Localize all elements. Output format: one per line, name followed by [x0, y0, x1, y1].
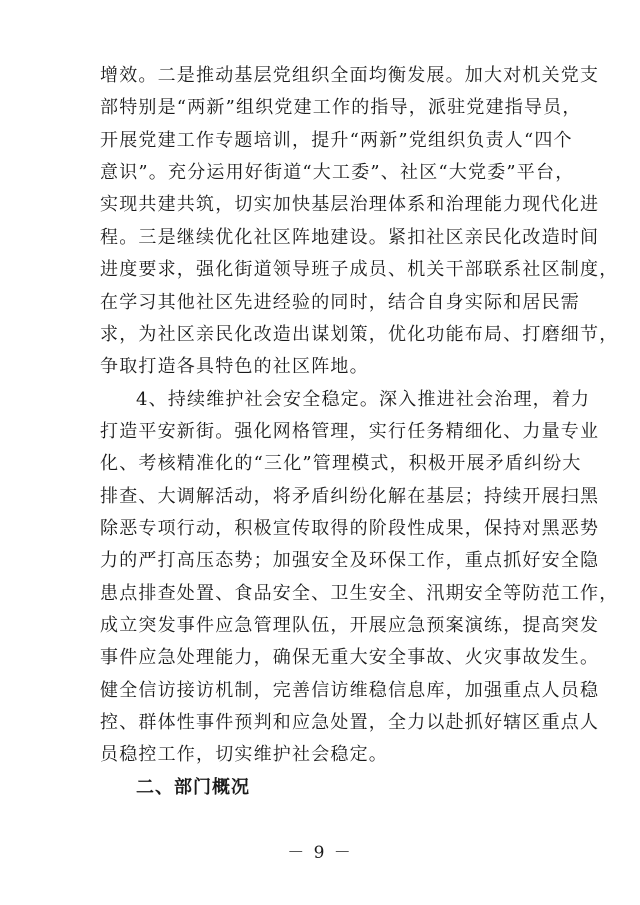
text-line-16: 力的严打高压态势；加强安全及环保工作，重点抓好安全隐 — [100, 550, 600, 571]
text-line-8: 在学习其他社区先进经验的同时，结合自身实际和居民需 — [100, 292, 580, 313]
text-line-17: 患点排查处置、食品安全、卫生安全、汛期安全等防范工作， — [100, 583, 619, 604]
text-line-10: 争取打造各具特色的社区阵地。 — [100, 356, 369, 377]
text-line-22: 员稳控工作，切实维护社会稳定。 — [100, 744, 388, 765]
section-heading: 二、部门概况 — [136, 777, 250, 798]
text-line-1: 增效。二是推动基层党组织全面均衡发展。加大对机关党支 — [100, 65, 600, 86]
text-line-19: 事件应急处理能力，确保无重大安全事故、火灾事故发生。 — [100, 647, 600, 668]
text-line-20: 健全信访接访机制，完善信访维稳信息库，加强重点人员稳 — [100, 680, 600, 701]
text-line-11: 4、持续维护社会安全稳定。深入推进社会治理，着力 — [136, 389, 591, 410]
text-line-6: 程。三是继续优化社区阵地建设。紧扣社区亲民化改造时间 — [100, 227, 600, 248]
page-number: － 9 － — [287, 843, 353, 863]
text-line-13: 化、考核精准化的“三化”管理模式，积极开展矛盾纠纷大 — [100, 453, 582, 474]
text-line-7: 进度要求，强化街道领导班子成员、机关干部联系社区制度， — [100, 259, 619, 280]
text-line-14: 排查、大调解活动，将矛盾纠纷化解在基层；持续开展扫黑 — [100, 486, 600, 507]
text-line-3: 开展党建工作专题培训，提升“两新”党组织负责人“四个 — [100, 130, 573, 151]
text-line-2: 部特别是“两新”组织党建工作的指导，派驻党建指导员， — [100, 97, 582, 118]
text-line-5: 实现共建共筑，切实加快基层治理体系和治理能力现代化进 — [100, 194, 600, 215]
text-line-18: 成立突发事件应急管理队伍，开展应急预案演练，提高突发 — [100, 615, 600, 636]
text-line-21: 控、群体性事件预判和应急处置，全力以赴抓好辖区重点人 — [100, 712, 600, 733]
text-line-9: 求，为社区亲民化改造出谋划策，优化功能布局、打磨细节， — [100, 324, 619, 345]
text-line-15: 除恶专项行动，积极宣传取得的阶段性成果，保持对黑恶势 — [100, 518, 600, 539]
text-line-4: 意识”。充分运用好街道“大工委”、社区“大党委”平台， — [100, 162, 575, 183]
text-line-12: 打造平安新街。强化网格管理，实行任务精细化、力量专业 — [100, 421, 600, 442]
